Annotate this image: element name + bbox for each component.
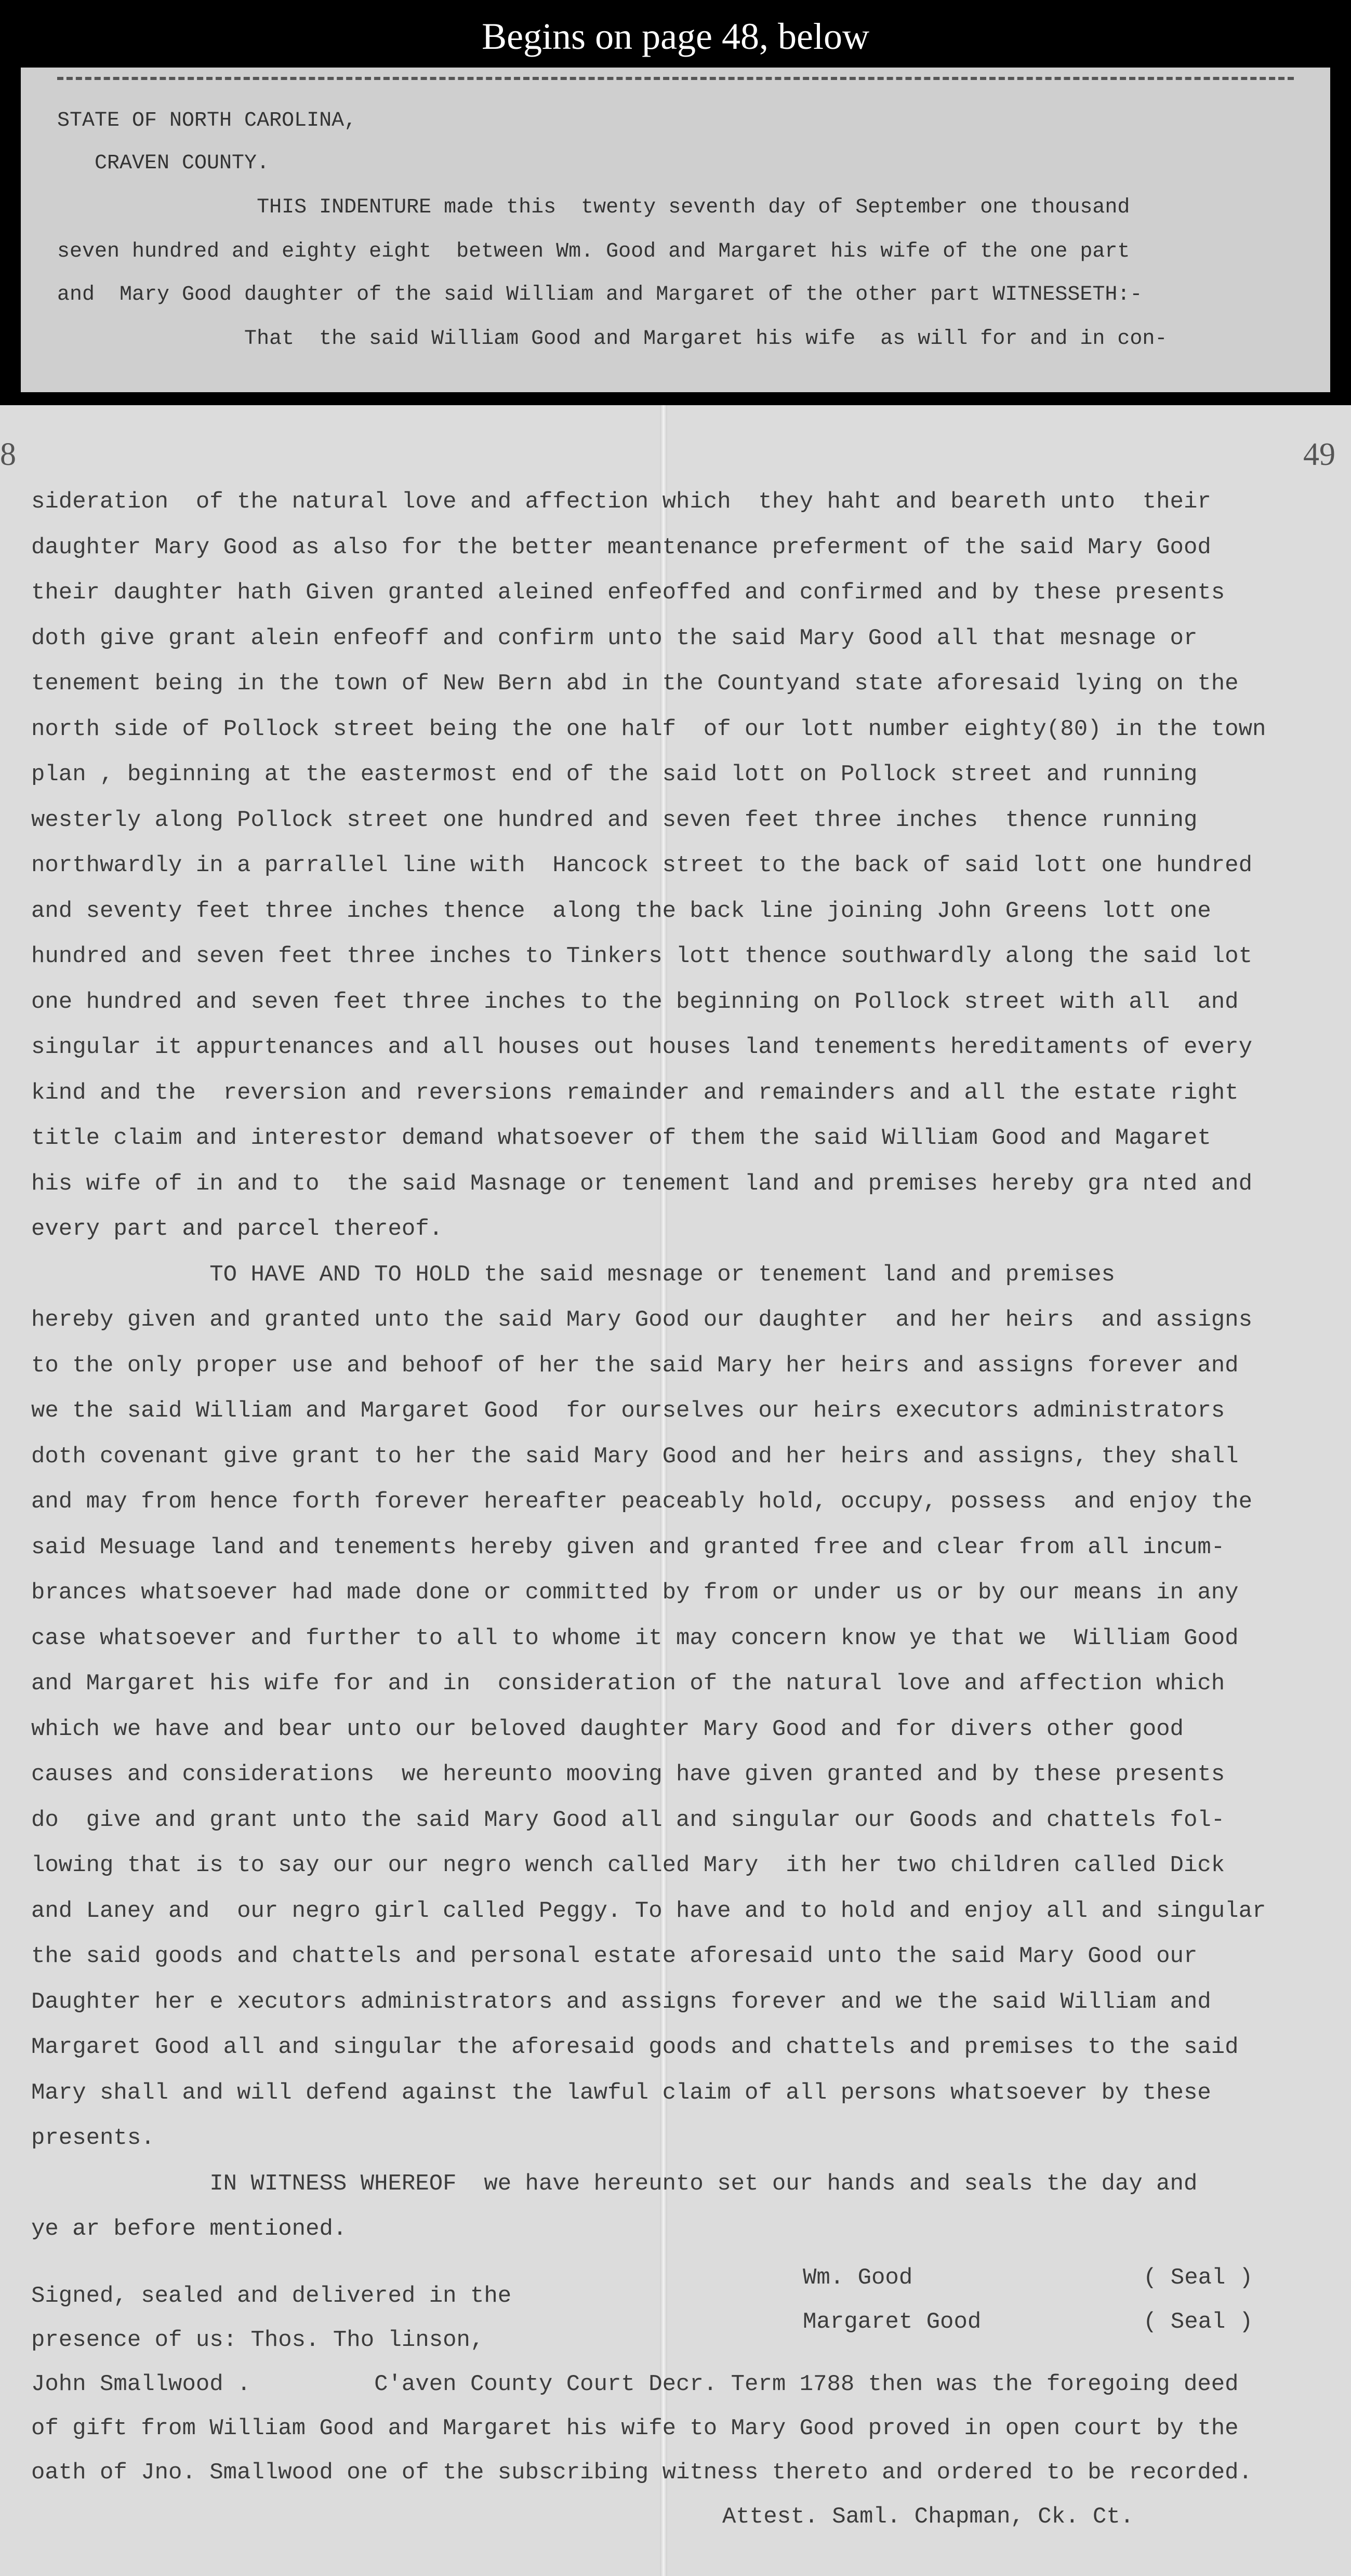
text-line: STATE OF NORTH CAROLINA, <box>57 109 357 132</box>
court-record-line: of gift from William Good and Margaret his wife to Mary Good proved in open court by the <box>31 2415 1239 2441</box>
text-line: singular it appurtenances and all houses out houses land tenements hereditaments of every <box>31 1034 1252 1060</box>
text-line: hereby given and granted unto the said Mary Good our daughter and her heirs and assigns <box>31 1307 1252 1333</box>
text-line: THIS INDENTURE made this twenty seventh day of September one thousand <box>57 196 1130 219</box>
text-line: presents. <box>31 2125 155 2151</box>
text-line: kind and the reversion and reversions remainder and remainders and all the estate right <box>31 1079 1239 1106</box>
text-line: Mary shall and will defend against the lawful claim of all persons whatsoever by these <box>31 2079 1211 2106</box>
edge-page-mark: 8 <box>0 437 16 472</box>
text-line: westerly along Pollock street one hundred and seven feet three inches thence running <box>31 807 1198 833</box>
text-line: CRAVEN COUNTY. <box>57 152 270 175</box>
court-record-line: John Smallwood . C'aven County Court Decr. Term 1788 then was the foregoing deed <box>31 2371 1239 2397</box>
text-line: every part and parcel thereof. <box>31 1216 443 1242</box>
witness-line: presence of us: Thos. Tho linson, <box>31 2327 484 2353</box>
signer-name: Wm. Good <box>803 2265 913 2291</box>
seal-mark: ( Seal ) <box>1143 2265 1253 2291</box>
seal-mark: ( Seal ) <box>1143 2309 1253 2335</box>
text-line: lowing that is to say our our negro wench called Mary ith her two children called Dick <box>31 1852 1225 1878</box>
text-line: Margaret Good all and singular the aforesaid goods and chattels and premises to the said <box>31 2034 1239 2060</box>
witness-line: Signed, sealed and delivered in the <box>31 2283 512 2309</box>
text-line: That the said William Good and Margaret his wife as will for and in con- <box>57 327 1168 351</box>
attestation: Attest. Saml. Chapman, Ck. Ct. <box>722 2504 1134 2530</box>
text-line: daughter Mary Good as also for the better meantenance preferment of the said Mary Good <box>31 534 1211 560</box>
text-line: title claim and interestor demand whatsoever of them the said William Good and Magaret <box>31 1125 1211 1151</box>
text-line: plan , beginning at the eastermost end of the said lott on Pollock street and running <box>31 762 1198 788</box>
page-number: 49 <box>1303 437 1335 472</box>
main-document-page <box>0 405 1351 2576</box>
text-line: said Mesuage land and tenements hereby given and granted free and clear from all incum- <box>31 1534 1225 1560</box>
text-line: his wife of in and to the said Masnage or tenement land and premises hereby gra nted and <box>31 1170 1252 1197</box>
text-line: we the said William and Margaret Good for ourselves our heirs executors administrators <box>31 1398 1225 1424</box>
text-line: ye ar before mentioned. <box>31 2216 347 2242</box>
text-line: seven hundred and eighty eight between Wm. Good and Margaret his wife of the one part <box>57 240 1130 263</box>
text-line: northwardly in a parrallel line with Hancock street to the back of said lott one hundred <box>31 852 1252 878</box>
text-line: their daughter hath Given granted aleined enfeoffed and confirmed and by these presents <box>31 580 1225 606</box>
text-line: north side of Pollock street being the one half of our lott number eighty(80) in the town <box>31 716 1266 742</box>
text-line: hundred and seven feet three inches to Tinkers lott thence southwardly along the said lot <box>31 943 1252 969</box>
text-line: IN WITNESS WHEREOF we have hereunto set our hands and seals the day and <box>31 2170 1198 2197</box>
text-line: doth covenant give grant to her the said Mary Good and her heirs and assigns, they shall <box>31 1443 1239 1470</box>
text-line: brances whatsoever had made done or committed by from or under us or by our means in any <box>31 1580 1239 1606</box>
text-line: TO HAVE AND TO HOLD the said mesnage or tenement land and premises <box>31 1261 1115 1288</box>
text-line: tenement being in the town of New Bern abd in the Countyand state aforesaid lying on the <box>31 671 1239 697</box>
text-line: Daughter her e xecutors administrators and assigns forever and we the said William and <box>31 1988 1211 2015</box>
text-line: and Laney and our negro girl called Peggy. To have and to hold and enjoy all and singular <box>31 1898 1266 1924</box>
court-record-line: oath of Jno. Smallwood one of the subscribing witness thereto and ordered to be recorded. <box>31 2460 1252 2486</box>
top-document-excerpt <box>21 68 1330 392</box>
text-line: do give and grant unto the said Mary Good all and singular our Goods and chattels fol- <box>31 1807 1225 1833</box>
text-line: doth give grant alein enfeoff and confirm unto the said Mary Good all that mesnage or <box>31 625 1198 651</box>
text-line: which we have and bear unto our beloved daughter Mary Good and for divers other good <box>31 1716 1184 1742</box>
text-line: and Margaret his wife for and in consideration of the natural love and affection which <box>31 1671 1225 1697</box>
dashed-rule <box>57 77 1294 80</box>
text-line: case whatsoever and further to all to whome it may concern know ye that we William Good <box>31 1625 1239 1651</box>
text-line: and seventy feet three inches thence along the back line joining John Greens lott one <box>31 898 1211 924</box>
text-line: causes and considerations we hereunto mooving have given granted and by these presents <box>31 1761 1225 1787</box>
deed-body <box>31 479 1341 2252</box>
text-line: sideration of the natural love and affection which they haht and beareth unto their <box>31 489 1211 515</box>
text-line: and Mary Good daughter of the said William and Margaret of the other part WITNESSETH:- <box>57 283 1143 306</box>
text-line: one hundred and seven feet three inches to the beginning on Pollock street with all and <box>31 989 1239 1015</box>
page-banner: Begins on page 48, below <box>0 0 1351 73</box>
text-line: and may from hence forth forever hereafter peaceably hold, occupy, possess and enjoy the <box>31 1489 1252 1515</box>
signer-name: Margaret Good <box>803 2309 982 2335</box>
text-line: the said goods and chattels and personal estate aforesaid unto the said Mary Good our <box>31 1943 1198 1969</box>
text-line: to the only proper use and behoof of her the said Mary her heirs and assigns forever and <box>31 1352 1239 1379</box>
